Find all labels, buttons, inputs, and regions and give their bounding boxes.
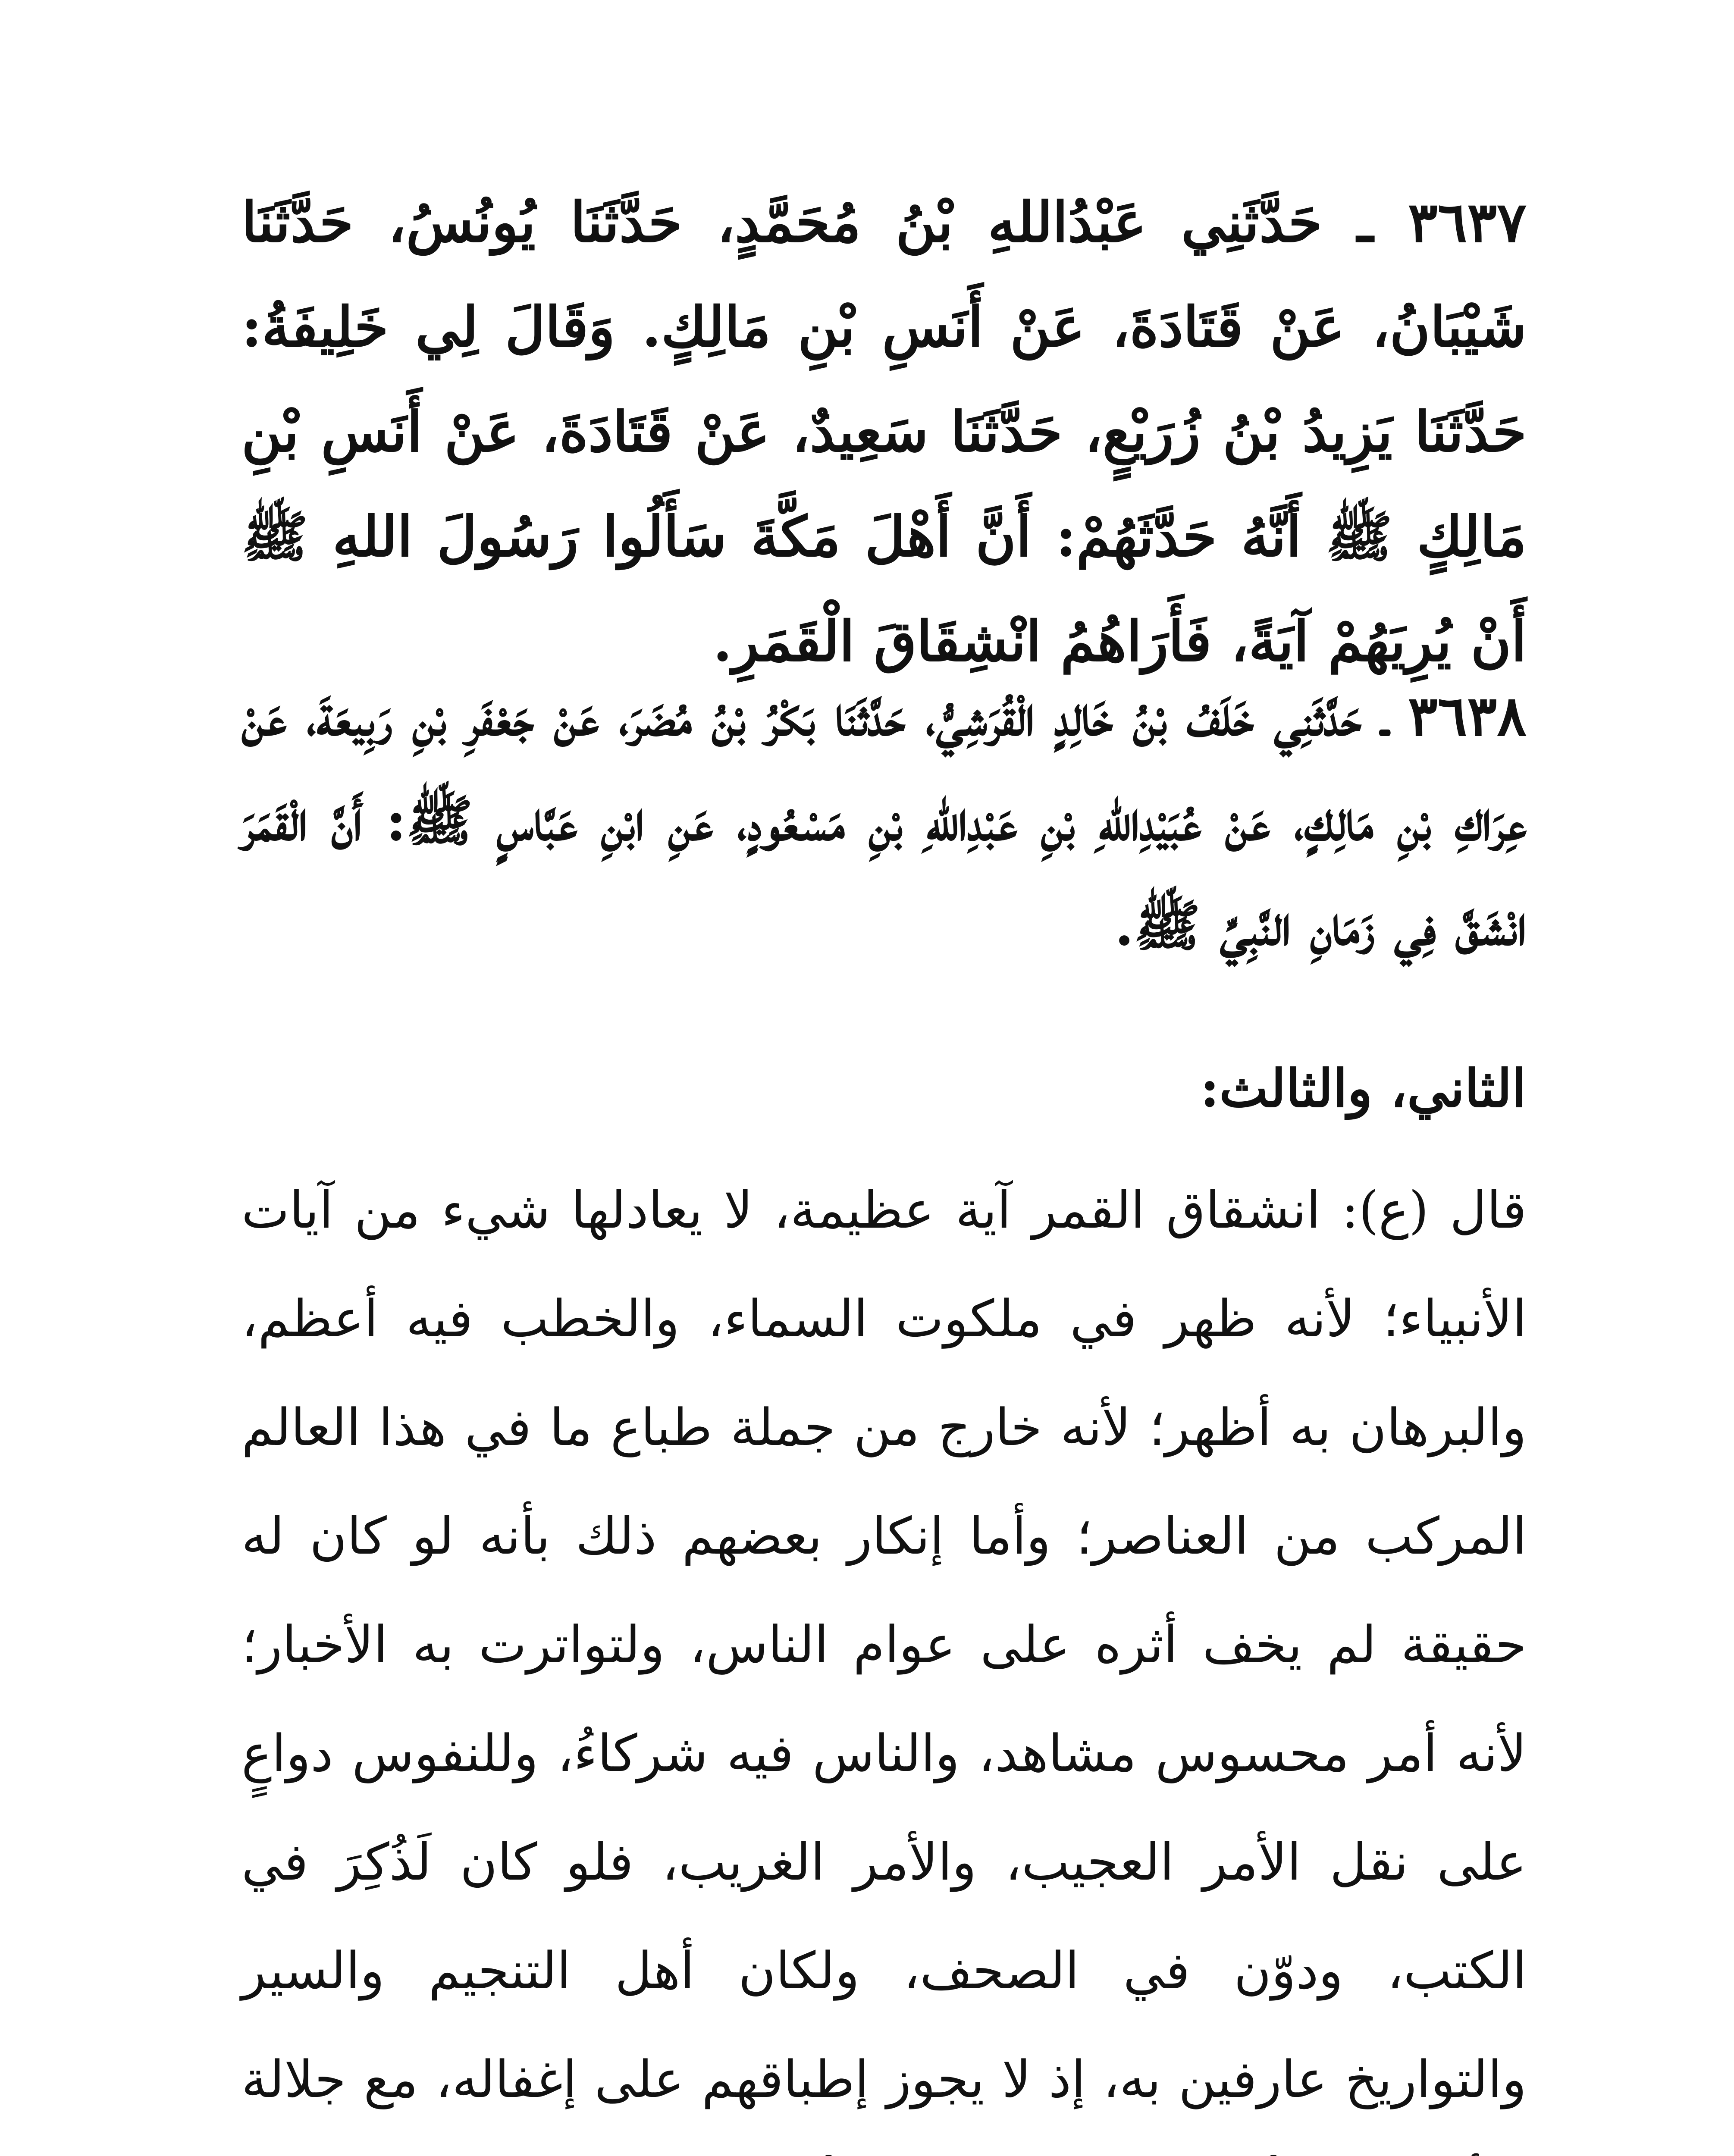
- commentary-paragraph: قال (ع): انشقاق القمر آية عظيمة، لا يعادلها شيء من آيات الأنبياء؛ لأنه ظهر في ملكوت السماء، والخطب فيه أعظم، والبرهان به أظهر؛ لأنه خارج من جملة طباع ما في هذا العالم المركب من العناصر؛ وأما إنكار بعضهم ذلك بأنه لو كان له حقيقة لم يخف أثره على عوام الناس، ولتواترت به الأخبار؛ لأنه أمر محسوس مشاهد، والناس فيه شركاءُ، وللنفوس دواعٍ على نقل الأمر العجيب، والأمر الغريب، فلو كان لَذُكِرَ في الكتب، ودوّن في الصحف، ولكان أهل التنجيم والسير والتواريخ عارفين به، إذ لا يجوز إطباقهم على إغفاله، مع جلالة: [241, 1180, 1527, 2109]
- hadith-3637-paragraph: ٣٦٣٧ ـ حَدَّثَنِي عَبْدُاللهِ بْنُ مُحَمَّدٍ، حَدَّثَنَا يُونُسُ، حَدَّثَنَا شَيْبَانُ، عَنْ قَتَادَةَ، عَنْ أَنَسِ بْنِ مَالِكٍ. وَقَالَ لِي خَلِيفَةُ: حَدَّثَنَا يَزِيدُ بْنُ زُرَيْعٍ، حَدَّثَنَا سَعِيدٌ، عَنْ قَتَادَةَ، عَنْ أَنَسِ بْنِ مَالِكٍ ﷺ أَنَّهُ حَدَّثَهُمْ: أَنَّ أَهْلَ مَكَّةَ سَأَلُوا رَسُولَ اللهِ ﷺ أَنْ يُرِيَهُمْ آيَةً، فَأَرَاهُمُ انْشِقَاقَ الْقَمَرِ.: [241, 190, 1527, 674]
- section-heading: الثاني، والثالث:: [1200, 1058, 1526, 1119]
- hadith-3638-paragraph: ٣٦٣٨ ـ حَدَّثَنِي خَلَفُ بْنُ خَالِدٍ الْقُرَشِيُّ، حَدَّثَنَا بَكْرُ بْنُ مُضَرَ، عَنْ جَعْفَرِ بْنِ رَبِيعَةَ، عَنْ عِرَاكِ بْنِ مَالِكٍ، عَنْ عُبَيْدِاللهِ بْنِ عَبْدِاللهِ بْنِ مَسْعُودٍ، عَنِ ابْنِ عَبَّاسٍ ﷺ: أَنَّ الْقَمَرَ انْشَقَّ فِي زَمَانِ النَّبِيِّ ﷺ.: [241, 684, 1527, 958]
